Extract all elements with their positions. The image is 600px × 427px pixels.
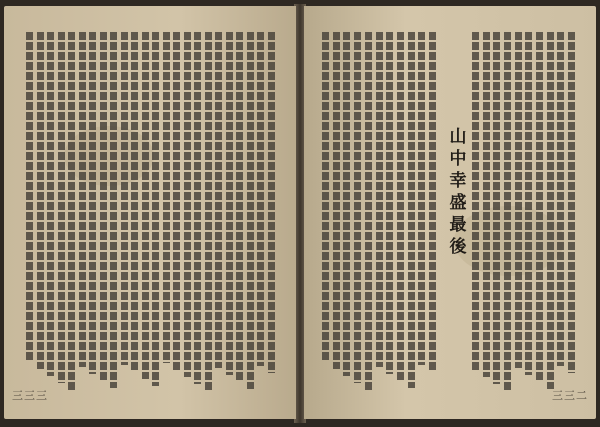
text-column [536,32,543,382]
left-page-number: 三三三 [12,389,48,402]
text-column [194,32,201,384]
text-column [142,32,149,379]
text-column [247,32,254,389]
text-column [100,32,107,381]
text-column [354,32,361,383]
text-column [343,32,350,376]
text-column [472,32,479,370]
text-column [121,32,128,365]
chapter-heading-text: 山 中 幸 盛 最 後 [449,127,467,257]
left-page-text-columns [26,32,280,392]
chapter-heading [446,126,470,258]
text-column [89,32,96,374]
text-column [131,32,138,372]
text-column [333,32,340,369]
text-column [110,32,117,388]
text-column [215,32,222,368]
text-column [226,32,233,375]
text-column [515,32,522,368]
text-column [79,32,86,367]
text-column [525,32,532,375]
text-column [322,32,329,362]
text-column [365,32,372,390]
left-page [4,6,296,419]
text-column [37,32,44,369]
text-column [257,32,264,366]
text-column [557,32,564,366]
text-column [68,32,75,390]
text-column [163,32,170,363]
text-column [205,32,212,391]
right-page [304,6,596,419]
text-column [184,32,191,377]
text-column [429,32,436,372]
text-column [376,32,383,367]
text-column [547,32,554,389]
right-page-number: 三三二 [552,389,588,402]
text-column [418,32,425,365]
text-column [236,32,243,382]
text-column [26,32,33,362]
text-column [58,32,65,383]
text-column [386,32,393,374]
text-column [268,32,275,373]
text-column [483,32,490,377]
text-column [504,32,511,391]
text-column [47,32,54,376]
text-column [397,32,404,381]
text-column [493,32,500,384]
text-column [173,32,180,370]
text-column [152,32,159,386]
text-column [408,32,415,388]
text-column [568,32,575,373]
